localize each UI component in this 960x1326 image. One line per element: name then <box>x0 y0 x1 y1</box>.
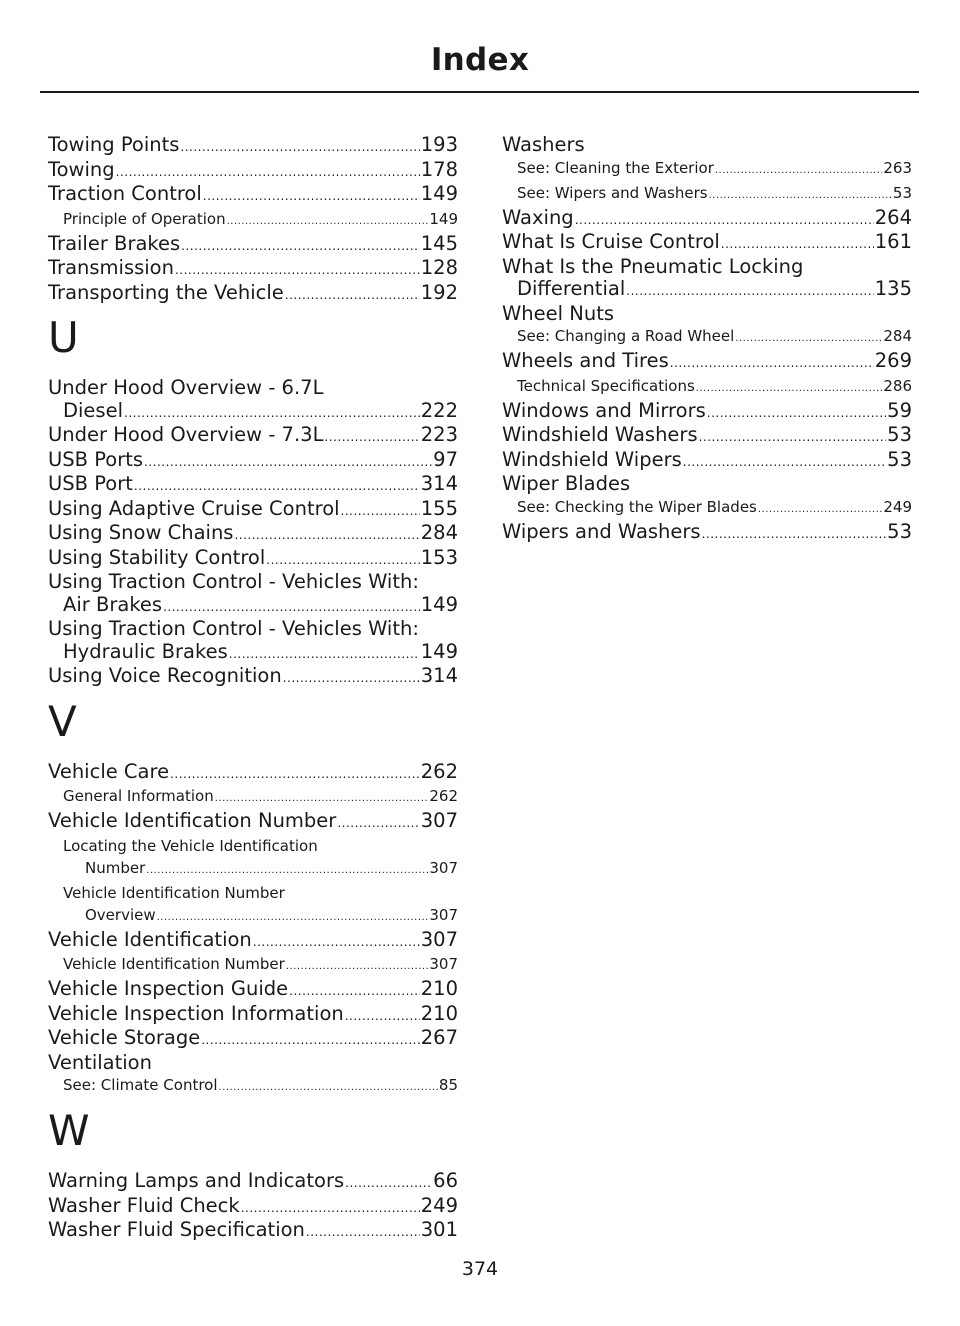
index-entry[interactable] <box>48 282 458 307</box>
index-entry[interactable] <box>48 761 458 786</box>
index-entry-line <box>502 350 912 375</box>
entry-title: Washers <box>502 133 585 156</box>
index-column-left <box>48 134 458 1244</box>
entry-continuation: Number <box>85 858 146 877</box>
index-entry-line <box>517 157 912 182</box>
dot-leader <box>219 1077 438 1099</box>
entry-title: Windshield Wipers <box>502 447 682 471</box>
entry-page-link[interactable]: 153 <box>420 545 458 569</box>
entry-page-link[interactable]: 284 <box>883 327 912 345</box>
entry-title: Windshield Washers <box>502 423 698 446</box>
entry-page-link[interactable]: 145 <box>420 231 458 255</box>
dot-leader <box>229 643 420 666</box>
index-entry-line <box>48 257 458 282</box>
dot-leader <box>181 235 420 258</box>
dot-leader <box>146 860 428 882</box>
index-entry[interactable] <box>48 571 458 618</box>
entry-title: See: Wipers and Washers <box>517 183 708 202</box>
entry-title: Using Voice Recognition <box>48 664 282 687</box>
entry-title: Vehicle Identification Number <box>48 809 337 832</box>
entry-title: USB Ports <box>48 447 144 471</box>
entry-title: What Is the Pneumatic Locking <box>502 254 804 278</box>
entry-title: Warning Lamps and Indicators <box>48 1169 345 1192</box>
entry-page-link[interactable]: 307 <box>429 858 458 877</box>
index-entry-heading <box>48 1052 458 1075</box>
dot-leader <box>283 667 420 690</box>
entry-title: Using Snow Chains <box>48 521 234 544</box>
index-entry[interactable] <box>48 1170 458 1195</box>
index-section-letter: U <box>48 313 80 362</box>
index-entry-line <box>63 785 458 810</box>
index-entry-line <box>48 233 458 258</box>
dot-leader <box>134 475 420 498</box>
dot-leader <box>201 1029 420 1052</box>
entry-page-link[interactable]: 161 <box>874 230 912 253</box>
entry-title: Under Hood Overview - 7.3L <box>48 423 324 446</box>
index-entry-line <box>63 953 458 978</box>
dot-leader <box>289 980 420 1003</box>
entry-page-link[interactable]: 85 <box>438 1076 458 1094</box>
index-entry[interactable] <box>48 665 458 690</box>
entry-continuation: Overview <box>85 905 156 924</box>
index-entry[interactable] <box>48 1003 458 1028</box>
entry-title: See: Checking the Wiper Blades <box>517 497 757 516</box>
index-entry-line <box>502 400 912 425</box>
dot-leader <box>241 1197 420 1220</box>
dot-leader <box>345 1172 432 1195</box>
index-entry[interactable] <box>502 400 912 425</box>
dot-leader <box>707 402 886 425</box>
entry-title: See: Cleaning the Exterior <box>517 158 714 177</box>
dot-leader <box>116 161 420 184</box>
dot-leader <box>345 1005 420 1028</box>
index-entry-line <box>517 325 912 350</box>
dot-leader <box>575 209 874 232</box>
index-entry[interactable] <box>48 1027 458 1052</box>
entry-title: Ventilation <box>48 1050 152 1074</box>
entry-title: Trailer Brakes <box>48 231 181 255</box>
entry-page-link[interactable]: 178 <box>420 157 458 181</box>
index-entry[interactable] <box>502 449 912 474</box>
index-subentry[interactable] <box>48 835 458 882</box>
index-section-letter: W <box>48 1106 91 1155</box>
entry-title: Vehicle Identification Number <box>63 955 285 973</box>
entry-title: Towing <box>48 157 115 181</box>
entry-page-link[interactable]: 155 <box>420 496 458 520</box>
entry-title: What Is Cruise Control <box>502 230 720 253</box>
index-entry[interactable] <box>48 424 458 449</box>
entry-page-link[interactable]: 135 <box>874 277 912 300</box>
entry-title: See: Changing a Road Wheel <box>517 327 735 345</box>
index-subentry[interactable] <box>502 325 912 350</box>
index-entry[interactable] <box>48 377 458 424</box>
dot-leader <box>735 328 882 350</box>
entry-continuation: Diesel <box>63 398 124 422</box>
dot-leader <box>341 500 420 523</box>
entry-title: Washer Fluid Check <box>48 1193 240 1217</box>
dot-leader <box>721 233 874 256</box>
dot-leader <box>337 812 419 835</box>
entry-page-link[interactable]: 192 <box>420 280 458 304</box>
entry-continuation: Hydraulic Brakes <box>63 639 228 663</box>
index-subentry[interactable] <box>502 157 912 182</box>
dot-leader <box>163 596 420 619</box>
index-entry[interactable] <box>48 810 458 835</box>
entry-title: General Information <box>63 787 214 805</box>
index-entry[interactable] <box>48 233 458 258</box>
index-entry[interactable] <box>48 522 458 547</box>
index-entry-line <box>63 208 458 233</box>
entry-title: Vehicle Care <box>48 759 170 783</box>
entry-page-link[interactable]: 264 <box>874 205 912 229</box>
index-entry-heading <box>502 134 912 157</box>
entry-title: Waxing <box>502 205 574 229</box>
index-subentry[interactable] <box>48 882 458 929</box>
index-section-letter: V <box>48 696 78 746</box>
entry-page-link[interactable]: 222 <box>420 398 458 422</box>
entry-page-link[interactable]: 262 <box>420 759 458 783</box>
index-entry-line <box>48 1195 458 1220</box>
index-entry[interactable] <box>502 424 912 449</box>
index-entry[interactable] <box>48 978 458 1003</box>
index-entry-line <box>63 1074 458 1099</box>
index-entry[interactable] <box>48 449 458 474</box>
index-entry[interactable] <box>48 1219 458 1244</box>
index-subentry[interactable] <box>502 496 912 521</box>
entry-page-link[interactable]: 307 <box>429 905 458 924</box>
index-entry[interactable] <box>48 547 458 572</box>
index-entry[interactable] <box>48 929 458 954</box>
dot-leader <box>144 451 432 474</box>
entry-page-link[interactable]: 284 <box>420 521 458 544</box>
dot-leader <box>215 788 429 810</box>
dot-leader <box>285 284 420 307</box>
index-entry[interactable] <box>502 256 912 303</box>
entry-page-link[interactable]: 301 <box>420 1218 458 1241</box>
entry-title: Principle of Operation <box>63 209 226 228</box>
entry-title: Using Traction Control - Vehicles With: <box>48 617 419 640</box>
index-entry-line <box>48 929 458 954</box>
index-entry-line <box>48 183 458 208</box>
index-subentry[interactable] <box>48 953 458 978</box>
index-entry[interactable] <box>502 521 912 546</box>
index-entry[interactable] <box>48 1195 458 1220</box>
index-entry-line <box>48 810 458 835</box>
entry-title: Vehicle Identification Number <box>63 883 285 902</box>
dot-leader <box>715 160 882 182</box>
index-subentry[interactable] <box>502 375 912 400</box>
index-entry[interactable] <box>48 618 458 665</box>
dot-leader <box>180 136 419 159</box>
entry-page-link[interactable]: 267 <box>420 1026 458 1049</box>
index-entry-line <box>48 665 458 690</box>
index-entry-line <box>48 473 458 498</box>
index-entry-line <box>48 641 458 666</box>
entry-title: See: Climate Control <box>63 1076 218 1094</box>
dot-leader <box>626 280 874 303</box>
index-entry-line <box>48 282 458 307</box>
entry-page-link[interactable]: 263 <box>883 158 912 177</box>
entry-title: Transporting the Vehicle <box>48 280 284 304</box>
entry-page-link[interactable]: 249 <box>420 1193 458 1217</box>
index-entry-line <box>517 375 912 400</box>
entry-page-link[interactable]: 269 <box>874 349 912 372</box>
entry-page-link[interactable]: 223 <box>420 423 458 446</box>
entry-title: Using Adaptive Cruise Control <box>48 496 340 520</box>
dot-leader <box>157 907 429 929</box>
index-entry-line <box>63 904 458 929</box>
entry-title: Traction Control <box>48 182 202 205</box>
dot-leader <box>709 185 892 207</box>
entry-page-link[interactable]: 53 <box>892 183 912 202</box>
index-entry-line <box>502 278 912 303</box>
dot-leader <box>175 259 420 282</box>
entry-title: Wipers and Washers <box>502 519 701 543</box>
index-entry[interactable] <box>48 257 458 282</box>
index-entry-line <box>48 1003 458 1028</box>
index-subentry[interactable] <box>502 182 912 207</box>
entry-page-link[interactable]: 53 <box>887 447 912 471</box>
dot-leader <box>702 523 887 546</box>
index-entry-heading <box>502 303 912 326</box>
index-entry-line <box>48 1027 458 1052</box>
index-entry-line <box>48 449 458 474</box>
dot-leader <box>306 1221 420 1244</box>
index-entry[interactable] <box>48 498 458 523</box>
index-entry-line <box>517 496 912 521</box>
dot-leader <box>253 931 420 954</box>
entry-page-link[interactable]: 149 <box>429 209 458 228</box>
entry-title: Washer Fluid Specification <box>48 1218 305 1241</box>
entry-continuation: Air Brakes <box>63 592 163 616</box>
entry-page-link[interactable]: 314 <box>420 472 458 495</box>
entry-page-link[interactable]: 307 <box>429 955 458 973</box>
index-entry-line <box>502 424 912 449</box>
index-entry-line <box>502 231 912 256</box>
dot-leader <box>234 524 419 547</box>
dot-leader <box>758 499 882 521</box>
index-entry[interactable] <box>48 183 458 208</box>
dot-leader <box>170 763 420 786</box>
index-entry[interactable] <box>48 134 458 159</box>
entry-page-link[interactable]: 286 <box>883 376 912 395</box>
entry-title: Locating the Vehicle Identification <box>63 836 318 855</box>
dot-leader <box>699 426 887 449</box>
dot-leader <box>683 451 886 474</box>
entry-title: Technical Specifications <box>517 376 695 395</box>
dot-leader <box>696 378 883 400</box>
entry-page-link[interactable]: 307 <box>420 927 458 951</box>
index-subentry[interactable] <box>48 1074 458 1099</box>
dot-leader <box>286 956 429 978</box>
entry-title: Using Traction Control - Vehicles With: <box>48 570 419 593</box>
entry-page-link[interactable]: 53 <box>887 519 912 543</box>
entry-title: Vehicle Inspection Guide <box>48 977 289 1000</box>
index-entry-line <box>48 547 458 572</box>
index-entry-line <box>502 449 912 474</box>
index-entry-line <box>48 594 458 619</box>
entry-page-link[interactable]: 59 <box>887 398 912 422</box>
entry-title: Vehicle Identification <box>48 927 252 951</box>
entry-page-link[interactable]: 210 <box>420 1001 458 1025</box>
entry-title: Wheel Nuts <box>502 301 615 325</box>
index-entry-line <box>48 761 458 786</box>
index-entry[interactable] <box>48 159 458 184</box>
entry-page-link[interactable]: 262 <box>429 787 458 805</box>
entry-title: Using Stability Control <box>48 545 266 569</box>
entry-page-link[interactable]: 314 <box>420 664 458 687</box>
index-entry[interactable] <box>502 231 912 256</box>
entry-page-link[interactable]: 66 <box>433 1169 458 1192</box>
entry-title: USB Port <box>48 472 133 495</box>
index-entry-line <box>48 978 458 1003</box>
entry-title: Wheels and Tires <box>502 349 669 372</box>
entry-page-link[interactable]: 149 <box>420 182 458 205</box>
entry-continuation: Differential <box>517 277 626 300</box>
index-entry-line <box>48 1219 458 1244</box>
index-entry[interactable] <box>502 350 912 375</box>
index-entry-line <box>48 159 458 184</box>
entry-page-link[interactable]: 149 <box>420 592 458 616</box>
title-divider <box>40 91 919 93</box>
dot-leader <box>670 352 874 375</box>
index-column-right <box>502 134 912 545</box>
entry-title: Vehicle Storage <box>48 1026 201 1049</box>
entry-title: Transmission <box>48 256 174 279</box>
entry-page-link[interactable]: 193 <box>420 133 458 156</box>
page-number: 374 <box>461 1258 499 1280</box>
entry-page-link[interactable]: 307 <box>420 809 458 832</box>
index-entry[interactable] <box>48 473 458 498</box>
dot-leader <box>124 402 420 425</box>
page-title: Index <box>430 42 530 78</box>
entry-page-link[interactable]: 97 <box>433 447 458 471</box>
index-entry-line <box>48 400 458 425</box>
entry-page-link[interactable]: 249 <box>883 497 912 516</box>
entry-title: Wiper Blades <box>502 472 631 495</box>
index-entry-line <box>48 522 458 547</box>
index-entry-line <box>502 521 912 546</box>
index-entry[interactable] <box>502 207 912 232</box>
index-subentry[interactable] <box>48 208 458 233</box>
entry-title: Vehicle Inspection Information <box>48 1001 344 1025</box>
dot-leader <box>324 426 419 449</box>
index-subentry[interactable] <box>48 785 458 810</box>
index-entry-line <box>517 182 912 207</box>
entry-title: Windows and Mirrors <box>502 398 706 422</box>
index-entry-line <box>48 134 458 159</box>
entry-page-link[interactable]: 128 <box>420 256 458 279</box>
index-entry-line <box>502 207 912 232</box>
dot-leader <box>227 211 429 233</box>
entry-page-link[interactable]: 210 <box>420 977 458 1000</box>
dot-leader <box>266 549 420 572</box>
index-entry-line <box>48 1170 458 1195</box>
entry-title: Under Hood Overview - 6.7L <box>48 376 324 399</box>
entry-page-link[interactable]: 149 <box>420 639 458 663</box>
index-entry-heading <box>502 473 912 496</box>
index-entry-line <box>48 424 458 449</box>
dot-leader <box>203 185 420 208</box>
index-entry-line <box>48 498 458 523</box>
entry-page-link[interactable]: 53 <box>887 423 912 446</box>
index-entry-line <box>63 857 458 882</box>
entry-title: Towing Points <box>48 133 180 156</box>
